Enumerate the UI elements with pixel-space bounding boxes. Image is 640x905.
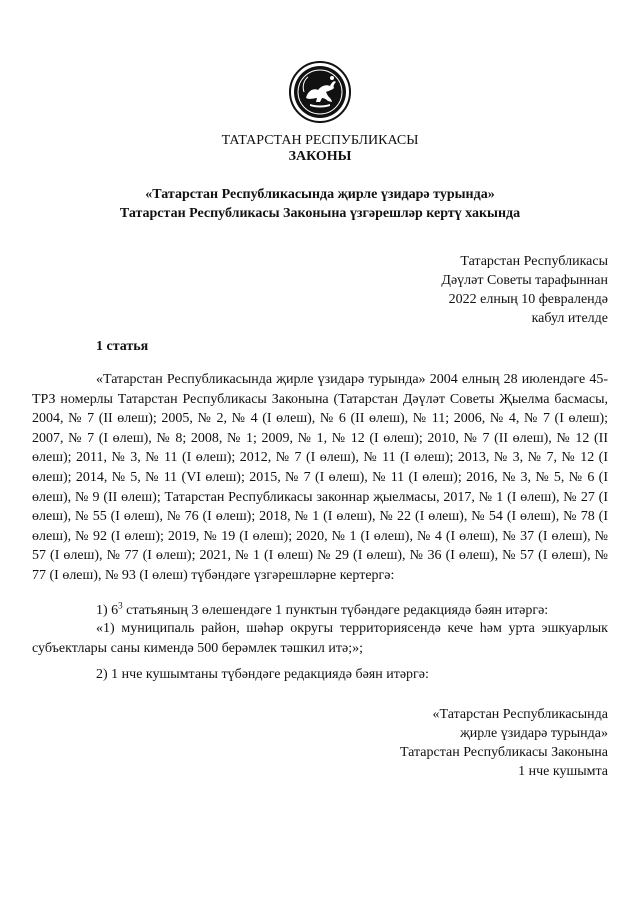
article-heading: 1 статья (96, 339, 149, 354)
article-intro-paragraph: «Татарстан Республикасында җирле үзидарә турында» 2004 елның 28 июлендәге 45-ТРЗ номерлы Татарстан Республикасы Законына (Татарстан Дәүләт Советы Җыелма басмасы, 2004, № 7 (II өлеш); 2005, № 2, № 4 (I өлеш), № 6 (II өлеш), № 11; 2006, № 4, № 7 (I өлеш); 2007, № 7 (I өлеш), № 8; 2008, № 1; 2009, № 1, № 12 (I өлеш); 2010, № 7 (II өлеш), № 12 (II өлеш); 2011, № 3, № 11 (I өлеш); 2012, № 7 (I өлеш), № 11 (I өлеш); 2013, № 3, № 7, № 12 (I өлеш); 2014, № 5, № 11 (VI өлеш); 2015, № 7 (I өлеш), № 11 (I өлеш); 2016, № 3, № 5, № 6 (I өлеш), № 9 (II өлеш); Татарстан Республикасы законнар җыелмасы, 2017, № 1 (I өлеш), № 27 (I өлеш), № 55 (I өлеш), № 76 (I өлеш); 2018, № 1 (I өлеш), № 22 (I өлеш), № 54 (I өлеш), № 78 (I өлеш), № 92 (I өлеш); 2019, № 19 (I өлеш); 2020, № 1 (I өлеш), № 4 (I өлеш), № 37 (I өлеш), № 57 (I өлеш), № 77 (I өлеш); 2021, № 1 (I өлеш) № 29 (I өлеш), № 36 (I өлеш), № 57 (I өлеш), № 77 (I өлеш), № 93 (I өлеш) түбәндәге үзгәрешләрне кертергә: (32, 372, 608, 583)
document-subtitle-line2: Татарстан Республикасы Законына үзгәрешләр кертү хакында (119, 206, 521, 221)
appendix-line: Татарстан Республикасы Законына (399, 745, 608, 760)
appendix-line: җирле үзидарә турында» (460, 726, 608, 741)
list-item-1-quote: «1) муниципаль район, шәһәр округы территориясендә кече һәм урта эшкуарлык субъектлары саны кимендә 500 берәмлек тәшкил итә;»; (32, 621, 608, 656)
list-item-1 (96, 600, 549, 619)
coat-of-arms-icon (288, 60, 352, 124)
list-item-1-text: статьяның 3 өлешендәге 1 пунктын түбәндәге редакциядә бәян итәргә: (122, 603, 549, 618)
adoption-block (441, 252, 608, 328)
appendix-line: 1 нче кушымта (518, 764, 608, 779)
document-title-line2: ЗАКОНЫ (288, 149, 352, 164)
list-item-1-prefix: 1) 6 (96, 603, 119, 618)
document-title-line1: ТАТАРСТАН РЕСПУБЛИКАСЫ (221, 133, 419, 148)
document-subtitle-line1: «Татарстан Республикасында җирле үзидарә турында» (145, 187, 495, 202)
adoption-line: кабул ителде (531, 311, 608, 326)
list-item-1-superscript: 3 (118, 600, 123, 611)
list-item-2: 2) 1 нче кушымтаны түбәндәге редакциядә бәян итәргә: (96, 667, 429, 682)
appendix-line: «Татарстан Республикасында (432, 707, 608, 722)
adoption-line: Татарстан Республикасы (460, 254, 608, 269)
adoption-line: 2022 елның 10 февралендә (448, 292, 608, 307)
appendix-block (400, 705, 608, 781)
adoption-line: Дәүләт Советы тарафыннан (441, 273, 608, 288)
